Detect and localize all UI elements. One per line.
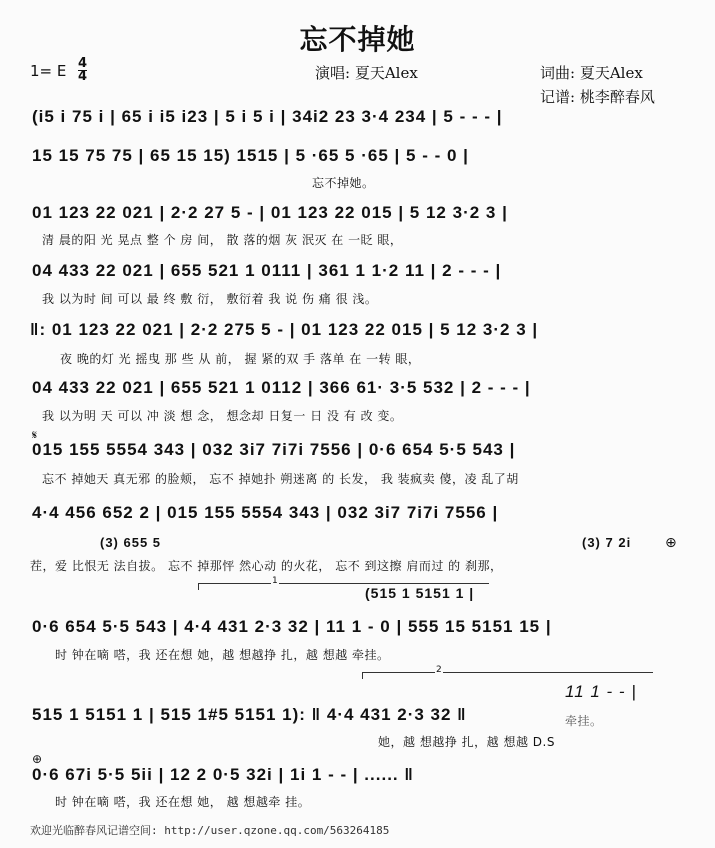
lyrics-line-6: 我 以为明 天 可以 冲 淡 想 念， 想念却 日复一 日 没 有 改 变。 <box>42 409 403 423</box>
lyrics-line-10: 她，越 想越挣 扎，越 想越 D.S <box>378 735 555 749</box>
score-line-3: 01 123 22 021 | 2·2 27 5 - | 01 123 22 015 | 5 12 3·2 3 | <box>32 203 508 222</box>
score-line-8: 4·4 456 652 2 | 015 155 5554 343 | 032 3i7 7i7i 7556 | <box>32 503 499 522</box>
lyrics-line-5: 夜 晚的灯 光 摇曳 那 些 从 前， 握 紧的双 手 落单 在 一转 眼， <box>60 352 421 366</box>
alternate-lyric: 牵挂。 <box>565 714 603 728</box>
composer-credit: 词曲: 夏天Alex <box>540 64 643 82</box>
alternate-phrase-4: 11 1 - - | <box>565 682 637 701</box>
coda-icon: ⊕ <box>665 535 677 551</box>
score-line-9: 0·6 654 5·5 543 | 4·4 431 2·3 32 | 11 1 - 0 | 555 15 5151 15 | <box>32 617 552 636</box>
lyrics-line-11: 时 钟在嘀 嗒，我 还在想 她， 越 想越牵 挂。 <box>55 795 311 809</box>
alternate-phrase-2: (3) 7 2i <box>582 535 632 550</box>
page-title: 忘不掉她 <box>299 23 416 56</box>
lyrics-line-8: 茬，爱 比恨无 法自拔。 忘不 掉那怦 然心动 的火花， 忘不 到这擦 肩而过 的 刹那， <box>30 559 503 573</box>
lyrics-line-9: 时 钟在嘀 嗒，我 还在想 她，越 想越挣 扎，越 想越 牵挂。 <box>55 648 390 662</box>
alternate-phrase-3: (515 1 5151 1 | <box>365 585 475 601</box>
second-ending-bracket: 2 <box>362 672 653 679</box>
segno-icon: 𝄋 <box>32 428 38 442</box>
score-line-4: 04 433 22 021 | 655 521 1 0111 | 361 1 1·2 11 | 2 - - - | <box>32 261 502 280</box>
score-line-6: 04 433 22 021 | 655 521 1 0112 | 366 61· 3·5 532 | 2 - - - | <box>32 378 531 397</box>
score-line-11: 0·6 67i 5·5 5ii | 12 2 0·5 32i | 1i 1 - - | ...... ‖ <box>32 765 414 784</box>
lyrics-line-4: 我 以为时 间 可以 最 终 敷 衍， 敷衍着 我 说 伤 痛 很 浅。 <box>42 292 378 306</box>
transcriber-credit: 记谱: 桃李醉春风 <box>540 88 655 106</box>
coda-icon-2: ⊕ <box>32 752 43 766</box>
lyrics-line-2: 忘不掉她。 <box>312 176 375 190</box>
lyrics-line-3: 清 晨的阳 光 晃点 整 个 房 间， 散 落的烟 灰 泯灭 在 一眨 眼， <box>42 233 403 247</box>
alternate-phrase-1: (3) 655 5 <box>100 535 162 550</box>
score-line-2: 15 15 75 75 | 65 15 15) 1515 | 5 ·65 5 ·65 | 5 - - 0 | <box>32 146 469 165</box>
score-line-10: 515 1 5151 1 | 515 1#5 5151 1): ‖ 4·4 431 2·3 32 ‖ <box>32 705 467 724</box>
score-line-5: ‖: 01 123 22 021 | 2·2 275 5 - | 01 123 22 015 | 5 12 3·2 3 | <box>30 320 539 339</box>
time-signature: 4 4 <box>78 56 88 84</box>
key-signature: 1= E <box>30 62 67 80</box>
first-ending-bracket: 1 <box>198 583 489 590</box>
lyrics-line-7: 忘不 掉她天 真无邪 的脸颊， 忘不 掉她扑 朔迷离 的 长发， 我 装疯卖 傻，凌 乱了胡 <box>42 472 519 486</box>
singer-credit: 演唱: 夏天Alex <box>315 64 418 82</box>
score-line-1: (i5 i 75 i | 65 i i5 i23 | 5 i 5 i | 34i2 23 3·4 234 | 5 - - - | <box>32 107 503 126</box>
score-line-7: 015 155 5554 343 | 032 3i7 7i7i 7556 | 0·6 654 5·5 543 | <box>32 440 516 459</box>
footer-credit: 欢迎光临醉春风记谱空间: http://user.qzone.qq.com/563264185 <box>30 824 390 837</box>
